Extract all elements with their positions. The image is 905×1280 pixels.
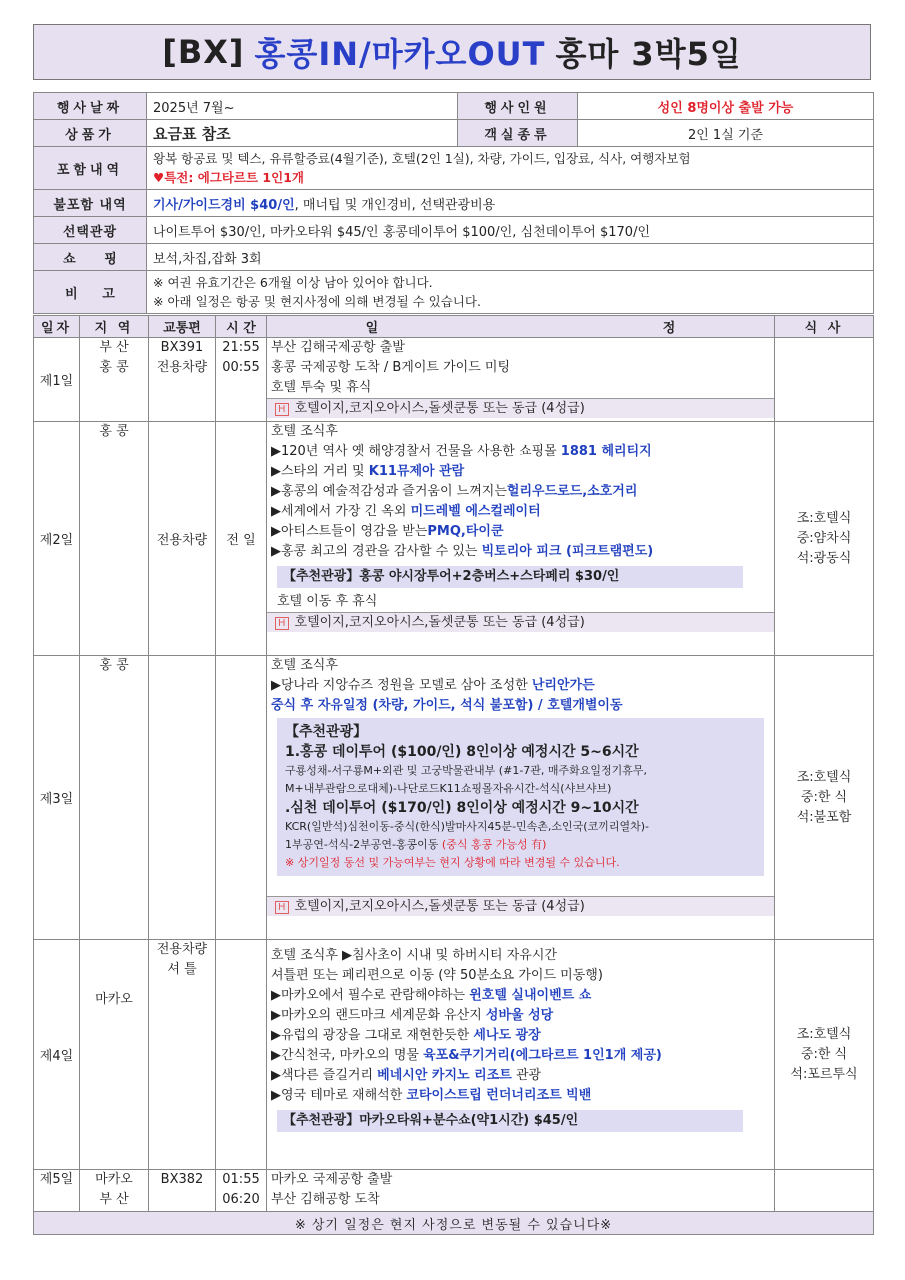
day5-line-2: 부산 김해공항 도착 xyxy=(271,1192,380,1207)
day3-rec-1-detail-2: M+내부관람으로대체)-나단로드K11쇼핑몰자유시간-석식(샤브샤브) xyxy=(285,782,612,795)
day4-meal-1: 조:호텔식 xyxy=(796,1026,852,1042)
day5-area-2: 부 산 xyxy=(99,1192,129,1207)
day3-hotel-text: 호텔이지,코지오아시스,돌셋쿤통 또는 동급 (4성급) xyxy=(294,899,585,914)
day4-row xyxy=(34,940,874,1170)
header-day: 일자 xyxy=(34,316,80,338)
day4-line-8-text: ▶영국 테마로 재해석한 xyxy=(271,1088,407,1103)
day3-meal-3: 석:불포함 xyxy=(796,809,852,825)
day3-line-1: 호텔 조식후 xyxy=(271,658,338,673)
info-row-shopping xyxy=(34,244,874,271)
day3-line-2 xyxy=(271,676,770,696)
info-row-optional xyxy=(34,217,874,244)
day2-line-2-hl: 1881 헤리티지 xyxy=(560,444,652,459)
day2-hotel xyxy=(267,612,774,632)
day4-line-6-hl: 육포&쿠기거리(에그타르트 1인1개 제공) xyxy=(423,1048,662,1063)
day2-line-6-hl: PMQ,타이쿤 xyxy=(427,524,504,539)
day4-line-7-text: ▶색다른 즐길거리 xyxy=(271,1068,378,1083)
day5-transport xyxy=(149,1170,216,1212)
day2-time: 전 일 xyxy=(216,422,267,656)
day2-line-2 xyxy=(271,442,770,462)
info-row-date xyxy=(34,93,874,120)
day1-hotel-text: 호텔이지,코지오아시스,돌셋쿤통 또는 동급 (4성급) xyxy=(294,401,585,416)
exclude-highlight: 기사/가이드경비 $40/인 xyxy=(153,197,295,213)
day1-area-1: 부 산 xyxy=(99,340,129,355)
day5-line-1: 마카오 국제공항 출발 xyxy=(271,1172,393,1187)
day5-plan xyxy=(267,1170,775,1212)
day3-plan xyxy=(267,656,775,940)
day2-area xyxy=(80,422,149,656)
day2-transport: 전용차량 xyxy=(149,422,216,656)
day1-hotel xyxy=(267,398,774,418)
day2-label: 제2일 xyxy=(34,422,80,656)
optional-value: 나이트투어 $30/인, 마카오타워 $45/인 홍콩데이투어 $100/인, 심천데이투어 $170/인 xyxy=(147,217,874,244)
day3-rec-2: .심천 데이투어 ($170/인) 8인이상 예정시간 9~10시간 xyxy=(285,800,639,816)
day2-meal-3: 석:광동식 xyxy=(796,550,852,566)
day3-area-text: 홍 콩 xyxy=(99,658,129,673)
day5-label-text: 제5일 xyxy=(39,1172,74,1187)
day2-line-4-hl: 헐리우드로드,소호거리 xyxy=(506,484,638,499)
day3-rec-1-detail-1: 구룡성채-서구룡M+외관 및 고궁박물관내부 (#1-7관, 매주화요일정기휴무, xyxy=(285,764,648,777)
title-main: 홍콩IN/마카오OUT xyxy=(254,35,546,73)
day3-rec-title: 【추천관광】 xyxy=(285,724,368,740)
day3-time xyxy=(216,656,267,940)
schedule-header xyxy=(34,316,874,338)
hotel-icon: H xyxy=(275,901,289,914)
day4-recommended-tour: 【추천관광】마카오타워+분수쇼(약1시간) $45/인 xyxy=(277,1110,743,1132)
day2-line-5 xyxy=(271,502,770,522)
include-value: 왕복 항공료 및 텍스, 유류할증료(4월기준), 호텔(2인 1실), 차량, 가이드, 입장료, 식사, 여행자보험 xyxy=(153,151,691,166)
room-value: 2인 1실 기준 xyxy=(578,120,874,147)
info-row-exclude xyxy=(34,190,874,217)
info-table xyxy=(33,92,874,314)
day2-line-8: 호텔 이동 후 휴식 xyxy=(277,594,378,609)
day4-line-1: 호텔 조식후 ▶침사초이 시내 및 하버시티 자유시간 xyxy=(271,948,557,963)
day4-meal-3: 석:포르투식 xyxy=(790,1066,858,1082)
day3-recommended-box xyxy=(277,718,764,876)
day2-line-7-hl: 빅토리아 피크 (피크트램편도) xyxy=(481,544,654,559)
day3-line-2-hl: 난리안가든 xyxy=(531,678,595,693)
day3-line-2-text: ▶당나라 지앙슈즈 정원을 모델로 삼아 조성한 xyxy=(271,678,532,693)
day1-trans-2: 전용차량 xyxy=(156,360,208,375)
price-value: 요금표 참조 xyxy=(147,120,458,147)
title-prefix: [BX] xyxy=(162,33,245,71)
day3-meal-1: 조:호텔식 xyxy=(796,769,852,785)
include-label: 포함내역 xyxy=(34,147,147,190)
day4-line-6 xyxy=(271,1046,770,1066)
day1-line-1: 부산 김해국제공항 출발 xyxy=(271,340,405,355)
exclude-cell xyxy=(147,190,874,217)
day3-rec-2-detail-1: KCR(일반석)심천이동-중식(한식)발마사지45분-민속촌,소인국(코끼리열차)- xyxy=(285,820,649,833)
day4-line-5-text: ▶유럽의 광장을 그대로 재현한듯한 xyxy=(271,1028,474,1043)
day5-area-1: 마카오 xyxy=(95,1172,133,1187)
day4-line-5 xyxy=(271,1026,770,1046)
notes-label: 비 고 xyxy=(34,271,147,314)
day2-line-1: 호텔 조식후 xyxy=(271,424,338,439)
day4-line-3 xyxy=(271,986,770,1006)
day4-transport xyxy=(149,940,216,1170)
day4-plan xyxy=(267,940,775,1170)
day4-label: 제4일 xyxy=(34,940,80,1170)
header-meal: 식 사 xyxy=(775,316,874,338)
day2-line-5-text: ▶세계에서 가장 긴 옥외 xyxy=(271,504,411,519)
day3-rec-note: ※ 상기일정 동선 및 가능여부는 현지 상황에 따라 변경될 수 있습니다. xyxy=(285,856,620,869)
shopping-label: 쇼 핑 xyxy=(34,244,147,271)
schedule-table xyxy=(33,315,874,1235)
day4-meal-2: 중:한 식 xyxy=(800,1046,848,1062)
day1-trans-1: BX391 xyxy=(160,340,204,355)
day3-rec-1: 1.홍콩 데이투어 ($100/인) 8인이상 예정시간 5~6시간 xyxy=(285,744,639,760)
footer-note: ※ 상기 일정은 현지 사정으로 변동될 수 있습니다※ xyxy=(34,1212,874,1235)
header-time: 시 간 xyxy=(216,316,267,338)
footer-row xyxy=(34,1212,874,1235)
day3-rec-2-detail-2 xyxy=(285,836,756,854)
exclude-label: 불포함 내역 xyxy=(34,190,147,217)
day1-transport xyxy=(149,338,216,422)
day3-meal-2: 중:한 식 xyxy=(800,789,848,805)
day4-time xyxy=(216,940,267,1170)
day2-area-text: 홍 콩 xyxy=(99,424,129,439)
day2-line-2-text: ▶120년 역사 옛 해양경찰서 건물을 사용한 쇼핑몰 xyxy=(271,444,561,459)
day3-hotel xyxy=(267,896,774,916)
day3-line-3: 중식 후 자유일정 (차량, 가이드, 석식 불포함) / 호텔개별이동 xyxy=(271,698,623,713)
day4-meal xyxy=(775,940,874,1170)
day1-time-2: 00:55 xyxy=(222,360,260,375)
day4-line-4 xyxy=(271,1006,770,1026)
day4-line-7 xyxy=(271,1066,770,1086)
day2-line-7 xyxy=(271,542,770,562)
day2-row xyxy=(34,422,874,656)
day2-meal-1: 조:호텔식 xyxy=(796,510,852,526)
day4-line-3-hl: 윈호텔 실내이벤트 쇼 xyxy=(469,988,592,1003)
hotel-icon: H xyxy=(275,617,289,630)
day4-line-3-text: ▶마카오에서 필수로 관람해야하는 xyxy=(271,988,470,1003)
notes-cell xyxy=(147,271,874,314)
day4-line-7-tail: 관광 xyxy=(511,1068,542,1083)
day2-plan xyxy=(267,422,775,656)
info-row-price xyxy=(34,120,874,147)
day3-area xyxy=(80,656,149,940)
note-1: ※ 여권 유효기간은 6개월 이상 남아 있어야 합니다. xyxy=(153,275,433,290)
info-row-include xyxy=(34,147,874,190)
day2-line-6-text: ▶아티스트들이 영감을 받는 xyxy=(271,524,428,539)
room-label: 객실종류 xyxy=(458,120,578,147)
day1-line-2: 홍콩 국제공항 도착 / B게이트 가이드 미팅 xyxy=(271,360,511,375)
day2-line-4-text: ▶홍콩의 예술적감성과 즐거움이 느껴지는 xyxy=(271,484,507,499)
day4-line-4-hl: 성바울 성당 xyxy=(485,1008,554,1023)
include-special: ♥특전: 에그타르트 1인1개 xyxy=(153,170,304,185)
day5-time-2: 06:20 xyxy=(222,1192,260,1207)
header-transport: 교통편 xyxy=(149,316,216,338)
hotel-icon: H xyxy=(275,403,289,416)
day4-line-5-hl: 세나도 광장 xyxy=(473,1028,541,1043)
include-cell xyxy=(147,147,874,190)
day4-line-4-text: ▶마카오의 랜드마크 세계문화 유산지 xyxy=(271,1008,486,1023)
day3-meal xyxy=(775,656,874,940)
day5-trans-text: BX382 xyxy=(160,1172,204,1187)
header-area: 지 역 xyxy=(80,316,149,338)
date-label: 행사날짜 xyxy=(34,93,147,120)
day4-trans-1: 전용차량 xyxy=(156,942,208,957)
day1-label: 제1일 xyxy=(34,338,80,422)
day4-trans-2: 셔 틀 xyxy=(167,962,197,977)
price-label: 상품가 xyxy=(34,120,147,147)
day4-line-6-text: ▶간식천국, 마카오의 명물 xyxy=(271,1048,424,1063)
note-2: ※ 아래 일정은 항공 및 현지사정에 의해 변경될 수 있습니다. xyxy=(153,294,481,309)
day1-row xyxy=(34,338,874,422)
optional-label: 선택관광 xyxy=(34,217,147,244)
day2-meal-2: 중:얌차식 xyxy=(796,530,852,546)
day2-line-3 xyxy=(271,462,770,482)
day1-line-3: 호텔 투숙 및 휴식 xyxy=(271,380,372,395)
day3-spacer xyxy=(271,880,770,896)
day2-line-3-text: ▶스타의 거리 및 xyxy=(271,464,369,479)
day5-time-1: 01:55 xyxy=(222,1172,260,1187)
day5-meal xyxy=(775,1170,874,1212)
day2-meal xyxy=(775,422,874,656)
exclude-rest: , 매너팁 및 개인경비, 선택관광비용 xyxy=(294,197,496,213)
day3-transport xyxy=(149,656,216,940)
info-row-notes xyxy=(34,271,874,314)
day2-line-5-hl: 미드레벨 에스컬레이터 xyxy=(410,504,541,519)
day4-line-7-hl: 베네시안 카지노 리조트 xyxy=(377,1068,512,1083)
day3-row xyxy=(34,656,874,940)
day1-time xyxy=(216,338,267,422)
day4-line-8 xyxy=(271,1086,770,1106)
day2-line-7-text: ▶홍콩 최고의 경관을 감사할 수 있는 xyxy=(271,544,482,559)
day5-row xyxy=(34,1170,874,1212)
day3-rec-2-detail-2-red: (중식 홍콩 가능성 有) xyxy=(441,838,547,851)
page-title xyxy=(33,24,871,80)
day1-time-1: 21:55 xyxy=(222,340,260,355)
day2-line-6 xyxy=(271,522,770,542)
day4-line-8-hl: 코타이스트립 런더너리조트 빅밴 xyxy=(406,1088,592,1103)
day2-hotel-text: 호텔이지,코지오아시스,돌셋쿤통 또는 동급 (4성급) xyxy=(294,615,585,630)
day2-line-3-hl: K11뮤제아 관람 xyxy=(368,464,465,479)
day4-line-2: 셔틀편 또는 페리편으로 이동 (약 50분소요 가이드 미동행) xyxy=(271,968,603,983)
day1-area-2: 홍 콩 xyxy=(99,360,129,375)
shopping-value: 보석,차집,잡화 3회 xyxy=(147,244,874,271)
day3-rec-2-detail-2-text: 1부공연-석식-2부공연-홍콩이동 xyxy=(285,838,442,851)
day1-plan xyxy=(267,338,775,422)
day5-label xyxy=(34,1170,80,1212)
day3-label: 제3일 xyxy=(34,656,80,940)
day2-line-4 xyxy=(271,482,770,502)
header-plan: 일 정 xyxy=(267,316,775,338)
title-suffix: 홍마 3박5일 xyxy=(555,35,742,73)
date-value: 2025년 7월~ xyxy=(147,93,458,120)
day1-area xyxy=(80,338,149,422)
day5-time xyxy=(216,1170,267,1212)
day4-area: 마카오 xyxy=(80,940,149,1170)
day1-meal xyxy=(775,338,874,422)
people-value: 성인 8명이상 출발 가능 xyxy=(578,93,874,120)
day5-area xyxy=(80,1170,149,1212)
people-label: 행사인원 xyxy=(458,93,578,120)
day2-recommended-tour: 【추천관광】홍콩 야시장투어+2층버스+스타페리 $30/인 xyxy=(277,566,743,588)
